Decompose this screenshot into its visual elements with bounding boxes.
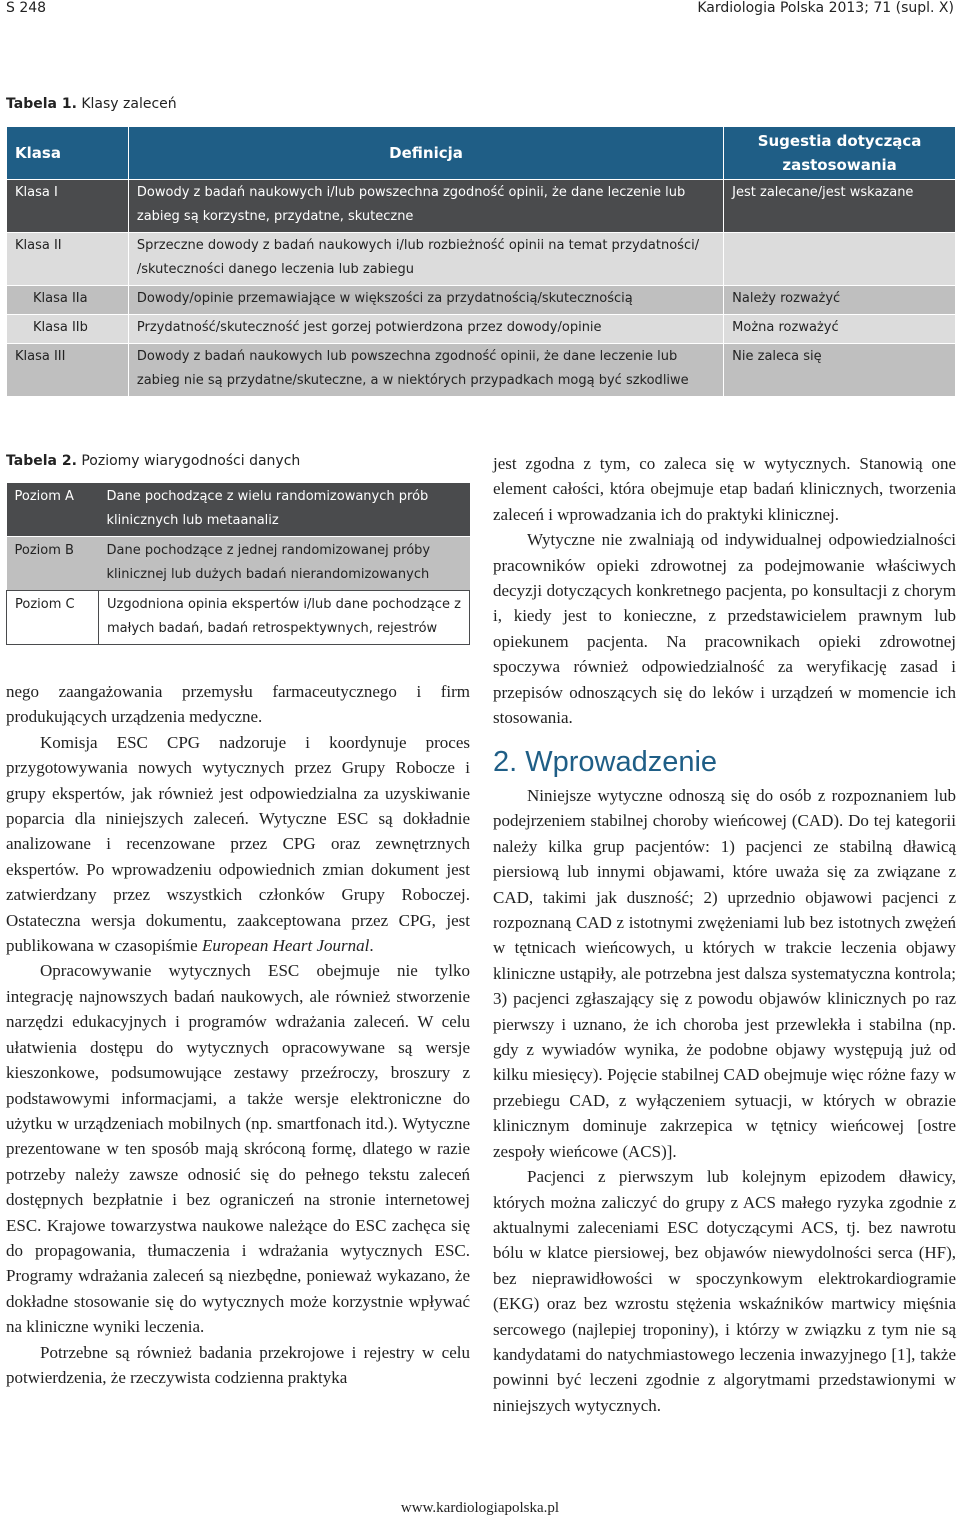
table-row <box>7 315 956 344</box>
table2-cell-poziom: Poziom A <box>7 483 99 537</box>
table1-header-klasa: Klasa <box>7 127 129 180</box>
table1-cell-sugestia: Można rozważyć <box>724 315 956 344</box>
table2-evidence-levels <box>6 483 470 645</box>
table-row <box>7 537 470 591</box>
left-paragraph-1: nego zaangażowania przemysłu farmaceutycznego i firm produkujących urządzenia medyczne. <box>6 682 470 727</box>
table1-caption-text: Klasy zaleceń <box>76 96 177 112</box>
left-text-column <box>6 679 470 1390</box>
table1-cell-klasa: Klasa I <box>7 180 129 233</box>
table1-header-sugestia: Sugestia dotycząca zastosowania <box>724 127 956 180</box>
table1-cell-klasa: Klasa IIa <box>7 286 129 315</box>
table1-cell-definicja: Przydatność/skuteczność jest gorzej potwierdzona przez dowody/opinie <box>128 315 723 344</box>
right-text-column-top <box>493 451 956 730</box>
table1-cell-definicja: Dowody/opinie przemawiające w większości za przydatnością/skutecznością <box>128 286 723 315</box>
table1-cell-klasa: Klasa II <box>7 233 129 286</box>
section-title: 2. Wprowadzenie <box>493 746 718 778</box>
table-row <box>7 233 956 286</box>
journal-citation: Kardiologia Polska 2013; 71 (supl. X) <box>697 0 954 16</box>
table1-recommendation-classes <box>6 126 956 397</box>
left-paragraph-4: Potrzebne są również badania przekrojowe i rejestry w celu potwierdzenia, że rzeczywista codzienna praktyka <box>6 1342 470 1387</box>
table-row <box>7 286 956 315</box>
table1-caption-label: Tabela 1. <box>6 96 77 112</box>
table2-caption-text: Poziomy wiarygodności danych <box>76 453 301 469</box>
table1-caption <box>6 96 177 112</box>
table-row <box>7 344 956 397</box>
table2-caption-label: Tabela 2. <box>6 453 77 469</box>
footer-url: www.kardiologiapolska.pl <box>400 1500 560 1516</box>
right-paragraph-3: Niniejsze wytyczne odnoszą się do osób z rozpoznaniem lub podejrzeniem stabilnej choroby wieńcowej (CAD). Do tej kategorii należy kilka grup pacjentów: 1) pacjenci ze stabilną dławicą piersiową lub innymi objawami, które uważa się za związane z CAD, takimi jak duszność; 2) uprzednio objawowi pacjenci z rozpoznaną CAD z istotnymi zwężeniami lub bez istotnych zwężeń w tętnicach wieńcowych, u których w trakcie leczenia objawy kliniczne ustąpiły, ale potrzebna jest dalsza systematyczna kontrola; 3) pacjenci zgłaszający się z powodu objawów klinicznych po raz pierwszy i uznano, że ich choroba jest przewlekła i stabilna (np. gdy z wywiadów wynika, że podobne objawy występują już od kilku miesięcy). Pojęcie stabilnej CAD obejmuje więc różne fazy w przebiegu CAD, z wyłączeniem sytuacji, w których w obrazie klinicznym dominuje zakrzepica w tętnicy wieńcowej [ostre zespoły wieńcowe (ACS)]. <box>493 786 956 1161</box>
left-paragraph-2-end: . <box>369 936 374 956</box>
left-paragraph-3: Opracowywanie wytycznych ESC obejmuje nie tylko integrację najnowszych badań naukowych, ale również stworzenie narzędzi edukacyjnych i programów wdrażania zaleceń. W celu ułatwienia dostępu do wytycznych opracowywane są wersje kieszonkowe, podsumowujące zestawy przeźroczy, broszury z podstawowymi informacjami, a także wersje elektroniczne do użytku w urządzeniach mobilnych (np. smartfonach itd.). Wytyczne prezentowane w ten sposób mają skróconą formę, dlatego w razie potrzeby należy zawsze odnosić się do pełnego tekstu zaleceń dostępnych bezpłatnie i bez ograniczeń na stronie internetowej ESC. Krajowe towarzystwa naukowe należące do ESC zachęca się do propagowania, tłumaczenia i wdrażania wytycznych ESC. Programy wdrażania zaleceń są niezbędne, ponieważ wykazano, że dokładne stosowanie się do wytycznych może korzystnie wpływać na kliniczne wyniki leczenia. <box>6 961 470 1337</box>
right-paragraph-1: jest zgodna z tym, co zaleca się w wytycznych. Stanowią one element całości, która obejmuje etap badań klinicznych, tworzenia zaleceń i wprowadzania ich do praktyki klinicznej. <box>493 454 956 524</box>
table-row <box>7 483 470 537</box>
left-paragraph-2 <box>6 730 470 959</box>
table2-cell-opis: Uzgodniona opinia ekspertów i/lub dane pochodzące z małych badań, badań retrospektywnych, rejestrów <box>99 591 470 645</box>
right-paragraph-2: Wytyczne nie zwalniają od indywidualnej odpowiedzialności pracowników opieki zdrowotnej za podejmowanie właściwych decyzji dotyczących konkretnego pacjenta, po konsultacji z chorym i, kiedy jest to konieczne, z przedstawicielem prawnym lub opiekunem pacjenta. Na pracownikach opieki zdrowotnej spoczywa również odpowiedzialność za weryfikację zasad i przepisów odnoszących się do leków i urządzeń w momencie ich stosowania. <box>493 530 956 728</box>
table2-cell-opis: Dane pochodzące z jednej randomizowanej próby klinicznej lub dużych badań nierandomizowanych <box>99 537 470 591</box>
table1-cell-definicja: Sprzeczne dowody z badań naukowych i/lub rozbieżność opinii na temat przydatności/ /skuteczności danego leczenia lub zabiegu <box>128 233 723 286</box>
table1-cell-sugestia: Jest zalecane/jest wskazane <box>724 180 956 233</box>
table1-cell-definicja: Dowody z badań naukowych lub powszechna zgodność opinii, że dane leczenie lub zabieg nie są przydatne/skuteczne, a w niektórych przypadkach mogą być szkodliwe <box>128 344 723 397</box>
table1-cell-definicja: Dowody z badań naukowych i/lub powszechna zgodność opinii, że dane leczenie lub zabieg są korzystne, przydatne, skuteczne <box>128 180 723 233</box>
table1-cell-sugestia: Należy rozważyć <box>724 286 956 315</box>
table1-cell-klasa: Klasa IIb <box>7 315 129 344</box>
left-paragraph-2-text: Komisja ESC CPG nadzoruje i koordynuje proces przygotowywania nowych wytycznych przez Grupy Robocze i grupy ekspertów, jak również jest odpowiedzialna za uzyskiwanie poparcia dla niniejszych zaleceń. Wytyczne ESC są dokładnie analizowane i recenzowane przez CPG oraz zewnętrznych ekspertów. Po wprowadzeniu odpowiednich zmian dokument jest zatwierdzany przez wszystkich członków Grupy Roboczej. Ostateczna wersja dokumentu, zaakceptowana przez CPG, jest publikowana w czasopiśmie <box>6 732 470 956</box>
right-text-column-bottom <box>493 783 956 1418</box>
table1-cell-klasa: Klasa III <box>7 344 129 397</box>
table-row <box>7 591 470 645</box>
table1-cell-sugestia <box>724 233 956 286</box>
table2-cell-poziom: Poziom C <box>7 591 99 645</box>
right-paragraph-4: Pacjenci z pierwszym lub kolejnym epizodem dławicy, których można zaliczyć do grupy z ACS małego ryzyka zgodnie z aktualnymi zaleceniami ESC dotyczącymi ACS, tj. bez nawrotu bólu w klatce piersiowej, bez objawów niewydolności serca (HF), bez nieprawidłowości w spoczynkowym elektrokardiogramie (EKG) oraz bez wzrostu stężenia wskaźników martwicy mięśnia sercowego (najlepiej troponiny), i którzy w związku z tym nie są kandydatami do natychmiastowego leczenia inwazyjnego [1], także powinni być leczeni zgodnie z algorytmami przedstawionymi w niniejszych wytycznych. <box>493 1167 956 1415</box>
table2-cell-poziom: Poziom B <box>7 537 99 591</box>
journal-name: European Heart Journal <box>201 936 370 956</box>
table1-header-definicja: Definicja <box>128 127 723 180</box>
table1-cell-sugestia: Nie zaleca się <box>724 344 956 397</box>
table2-cell-opis: Dane pochodzące z wielu randomizowanych prób klinicznych lub metaanaliz <box>99 483 470 537</box>
table2-caption <box>6 453 300 469</box>
page-number: S 248 <box>6 0 47 16</box>
table-row <box>7 180 956 233</box>
